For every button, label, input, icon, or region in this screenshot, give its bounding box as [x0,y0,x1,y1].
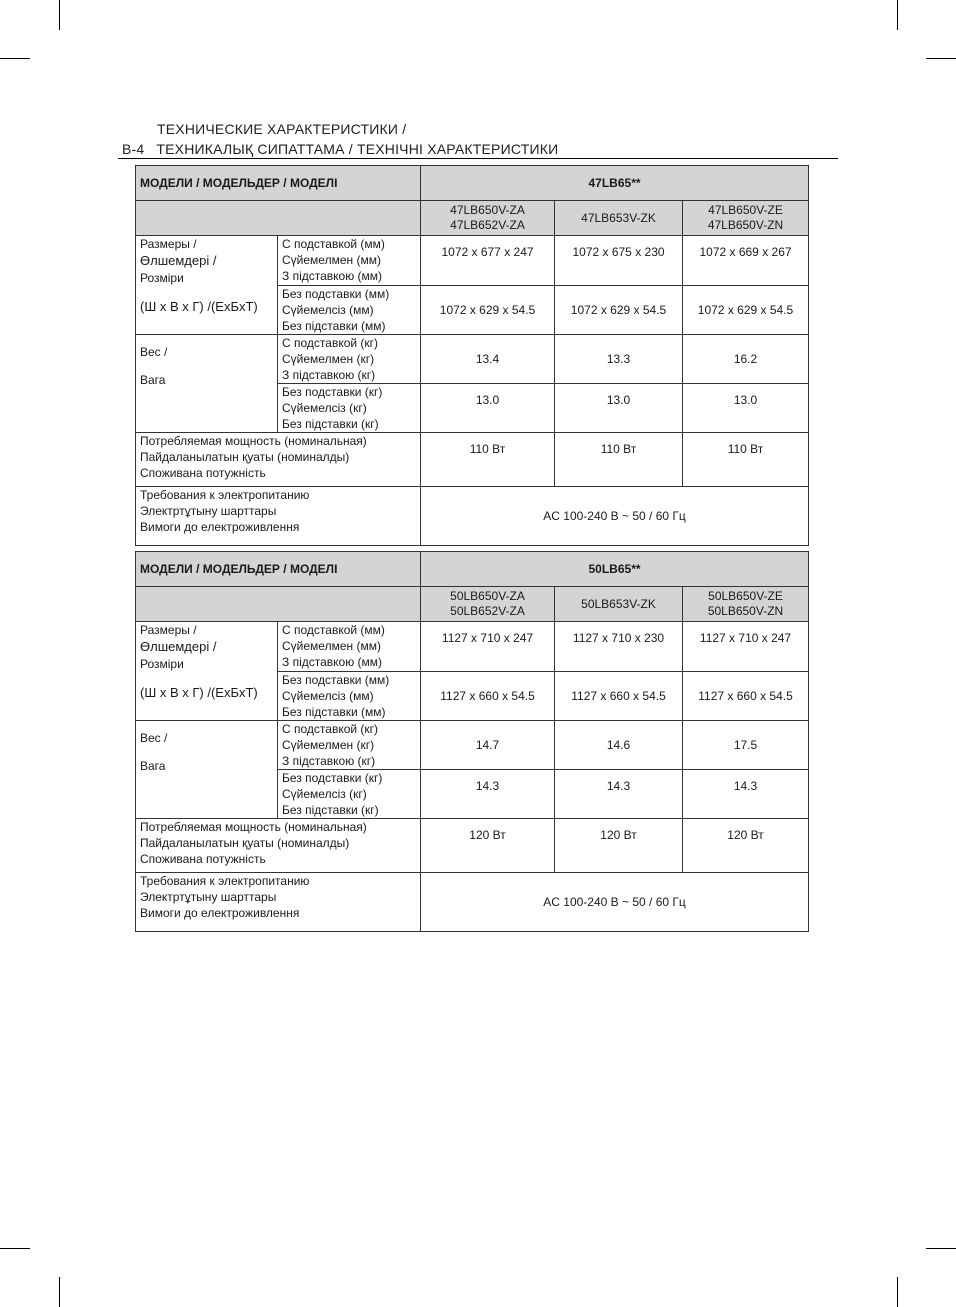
value-cell: 13.3 [555,335,683,384]
table-row [136,433,809,487]
page-title-line1: ТЕХНИЧЕСКИЕ ХАРАКТЕРИСТИКИ / [157,121,407,137]
model-name: 50LB653V-ZK [581,596,656,611]
supply-value: AC 100-240 В ~ 50 / 60 Гц [421,873,809,932]
nostand-kg-label: Без подставки (кг) Сүйемелсіз (кг) Без підставки (кг) [278,384,421,433]
spec-table-47 [135,165,809,546]
table-row [136,819,809,873]
value-cell: 1072 x 629 x 54.5 [683,286,809,335]
value-cell: 13.4 [421,335,555,384]
value-cell: 110 Вт [555,433,683,487]
value-cell: 110 Вт [683,433,809,487]
weight-label: Вес / Вага [136,335,278,433]
value-cell: 1127 x 660 x 54.5 [683,672,809,721]
model-name: 47LB653V-ZK [581,210,656,225]
power-consumption-label: Потребляемая мощность (номинальная) Пайдаланылатын қуаты (номиналды) Споживана потужність [136,433,421,487]
model-name: 47LB650V-ZE [708,203,783,217]
value-cell: 120 Вт [555,819,683,873]
size-label: Размеры / Өлшемдері / Розміри (Ш x В x Г) /(ЕxБxТ) [136,236,278,335]
table-row [136,622,809,672]
value-cell: 1072 x 675 x 230 [555,236,683,286]
supply-value: AC 100-240 В ~ 50 / 60 Гц [421,487,809,546]
model-name: 47LB650V-ZA [450,203,525,217]
nostand-mm-label: Без подставки (мм) Сүйемелсіз (мм) Без підставки (мм) [278,672,421,721]
value-cell: 120 Вт [421,819,555,873]
value-cell: 1127 x 710 x 247 [421,622,555,672]
model-name: 50LB650V-ZN [707,604,784,618]
nostand-mm-label: Без подставки (мм) Сүйемелсіз (мм) Без підставки (мм) [278,286,421,335]
value-cell: 14.7 [421,721,555,770]
value-cell: 16.2 [683,335,809,384]
model-group: 50LB65** [421,552,809,587]
spec-table-50 [135,551,809,932]
value-cell: 17.5 [683,721,809,770]
crop-mark [897,1277,898,1307]
model-name: 50LB650V-ZE [708,589,783,603]
value-cell: 1127 x 660 x 54.5 [555,672,683,721]
crop-mark [59,1277,60,1307]
crop-mark [0,1248,30,1249]
power-consumption-label: Потребляемая мощность (номинальная) Пайдаланылатын қуаты (номиналды) Споживана потужність [136,819,421,873]
models-header: МОДЕЛИ / МОДЕЛЬДЕР / МОДЕЛІ [136,552,421,587]
value-cell: 1072 x 669 x 267 [683,236,809,286]
value-cell: 120 Вт [683,819,809,873]
blank-cell [136,587,421,622]
models-header: МОДЕЛИ / МОДЕЛЬДЕР / МОДЕЛІ [136,166,421,201]
stand-mm-label: С подставкой (мм) Сүйемелмен (мм) З підставкою (мм) [278,236,421,286]
value-cell: 1072 x 629 x 54.5 [421,286,555,335]
table-row [136,166,809,201]
model-name: 47LB652V-ZA [450,218,525,232]
model-name: 50LB652V-ZA [450,604,525,618]
table-row [136,587,809,622]
table-row [136,873,809,932]
crop-mark [926,58,956,59]
model-name: 50LB650V-ZA [450,589,525,603]
model-cell [421,587,555,622]
stand-mm-label: С подставкой (мм) Сүйемелмен (мм) З підставкою (мм) [278,622,421,672]
page-title-text: ТЕХНИКАЛЫҚ СИПАТТАМА / ТЕХНІЧНІ ХАРАКТЕРИСТИКИ [156,141,559,157]
model-cell [555,201,683,236]
model-cell [421,201,555,236]
power-supply-label: Требования к электропитанию Электртұтыну шарттары Вимоги до електроживлення [136,873,421,932]
value-cell: 13.0 [683,384,809,433]
page-number: B-4 [122,141,145,157]
table-row [136,721,809,770]
value-cell: 1072 x 677 x 247 [421,236,555,286]
header-divider [118,158,838,159]
model-group: 47LB65** [421,166,809,201]
value-cell: 13.0 [421,384,555,433]
model-cell [555,587,683,622]
model-cell [683,201,809,236]
table-row [136,487,809,546]
model-cell [683,587,809,622]
stand-kg-label: С подставкой (кг) Сүйемелмен (кг) З підставкою (кг) [278,335,421,384]
table-row [136,201,809,236]
weight-label: Вес / Вага [136,721,278,819]
value-cell: 1127 x 660 x 54.5 [421,672,555,721]
value-cell: 14.3 [421,770,555,819]
blank-cell [136,201,421,236]
crop-mark [59,0,60,30]
nostand-kg-label: Без подставки (кг) Сүйемелсіз (кг) Без підставки (кг) [278,770,421,819]
crop-mark [926,1248,956,1249]
stand-kg-label: С подставкой (кг) Сүйемелмен (кг) З підставкою (кг) [278,721,421,770]
power-supply-label: Требования к электропитанию Электртұтыну шарттары Вимоги до електроживлення [136,487,421,546]
value-cell: 14.6 [555,721,683,770]
value-cell: 1127 x 710 x 230 [555,622,683,672]
table-row [136,552,809,587]
table-row [136,236,809,286]
value-cell: 1127 x 710 x 247 [683,622,809,672]
crop-mark [0,58,30,59]
value-cell: 14.3 [555,770,683,819]
model-name: 47LB650V-ZN [707,218,784,232]
table-row [136,335,809,384]
value-cell: 110 Вт [421,433,555,487]
crop-mark [897,0,898,30]
page-title-line2 [122,141,558,157]
value-cell: 1072 x 629 x 54.5 [555,286,683,335]
value-cell: 13.0 [555,384,683,433]
value-cell: 14.3 [683,770,809,819]
size-label: Размеры / Өлшемдері / Розміри (Ш x В x Г) /(ЕxБxТ) [136,622,278,721]
